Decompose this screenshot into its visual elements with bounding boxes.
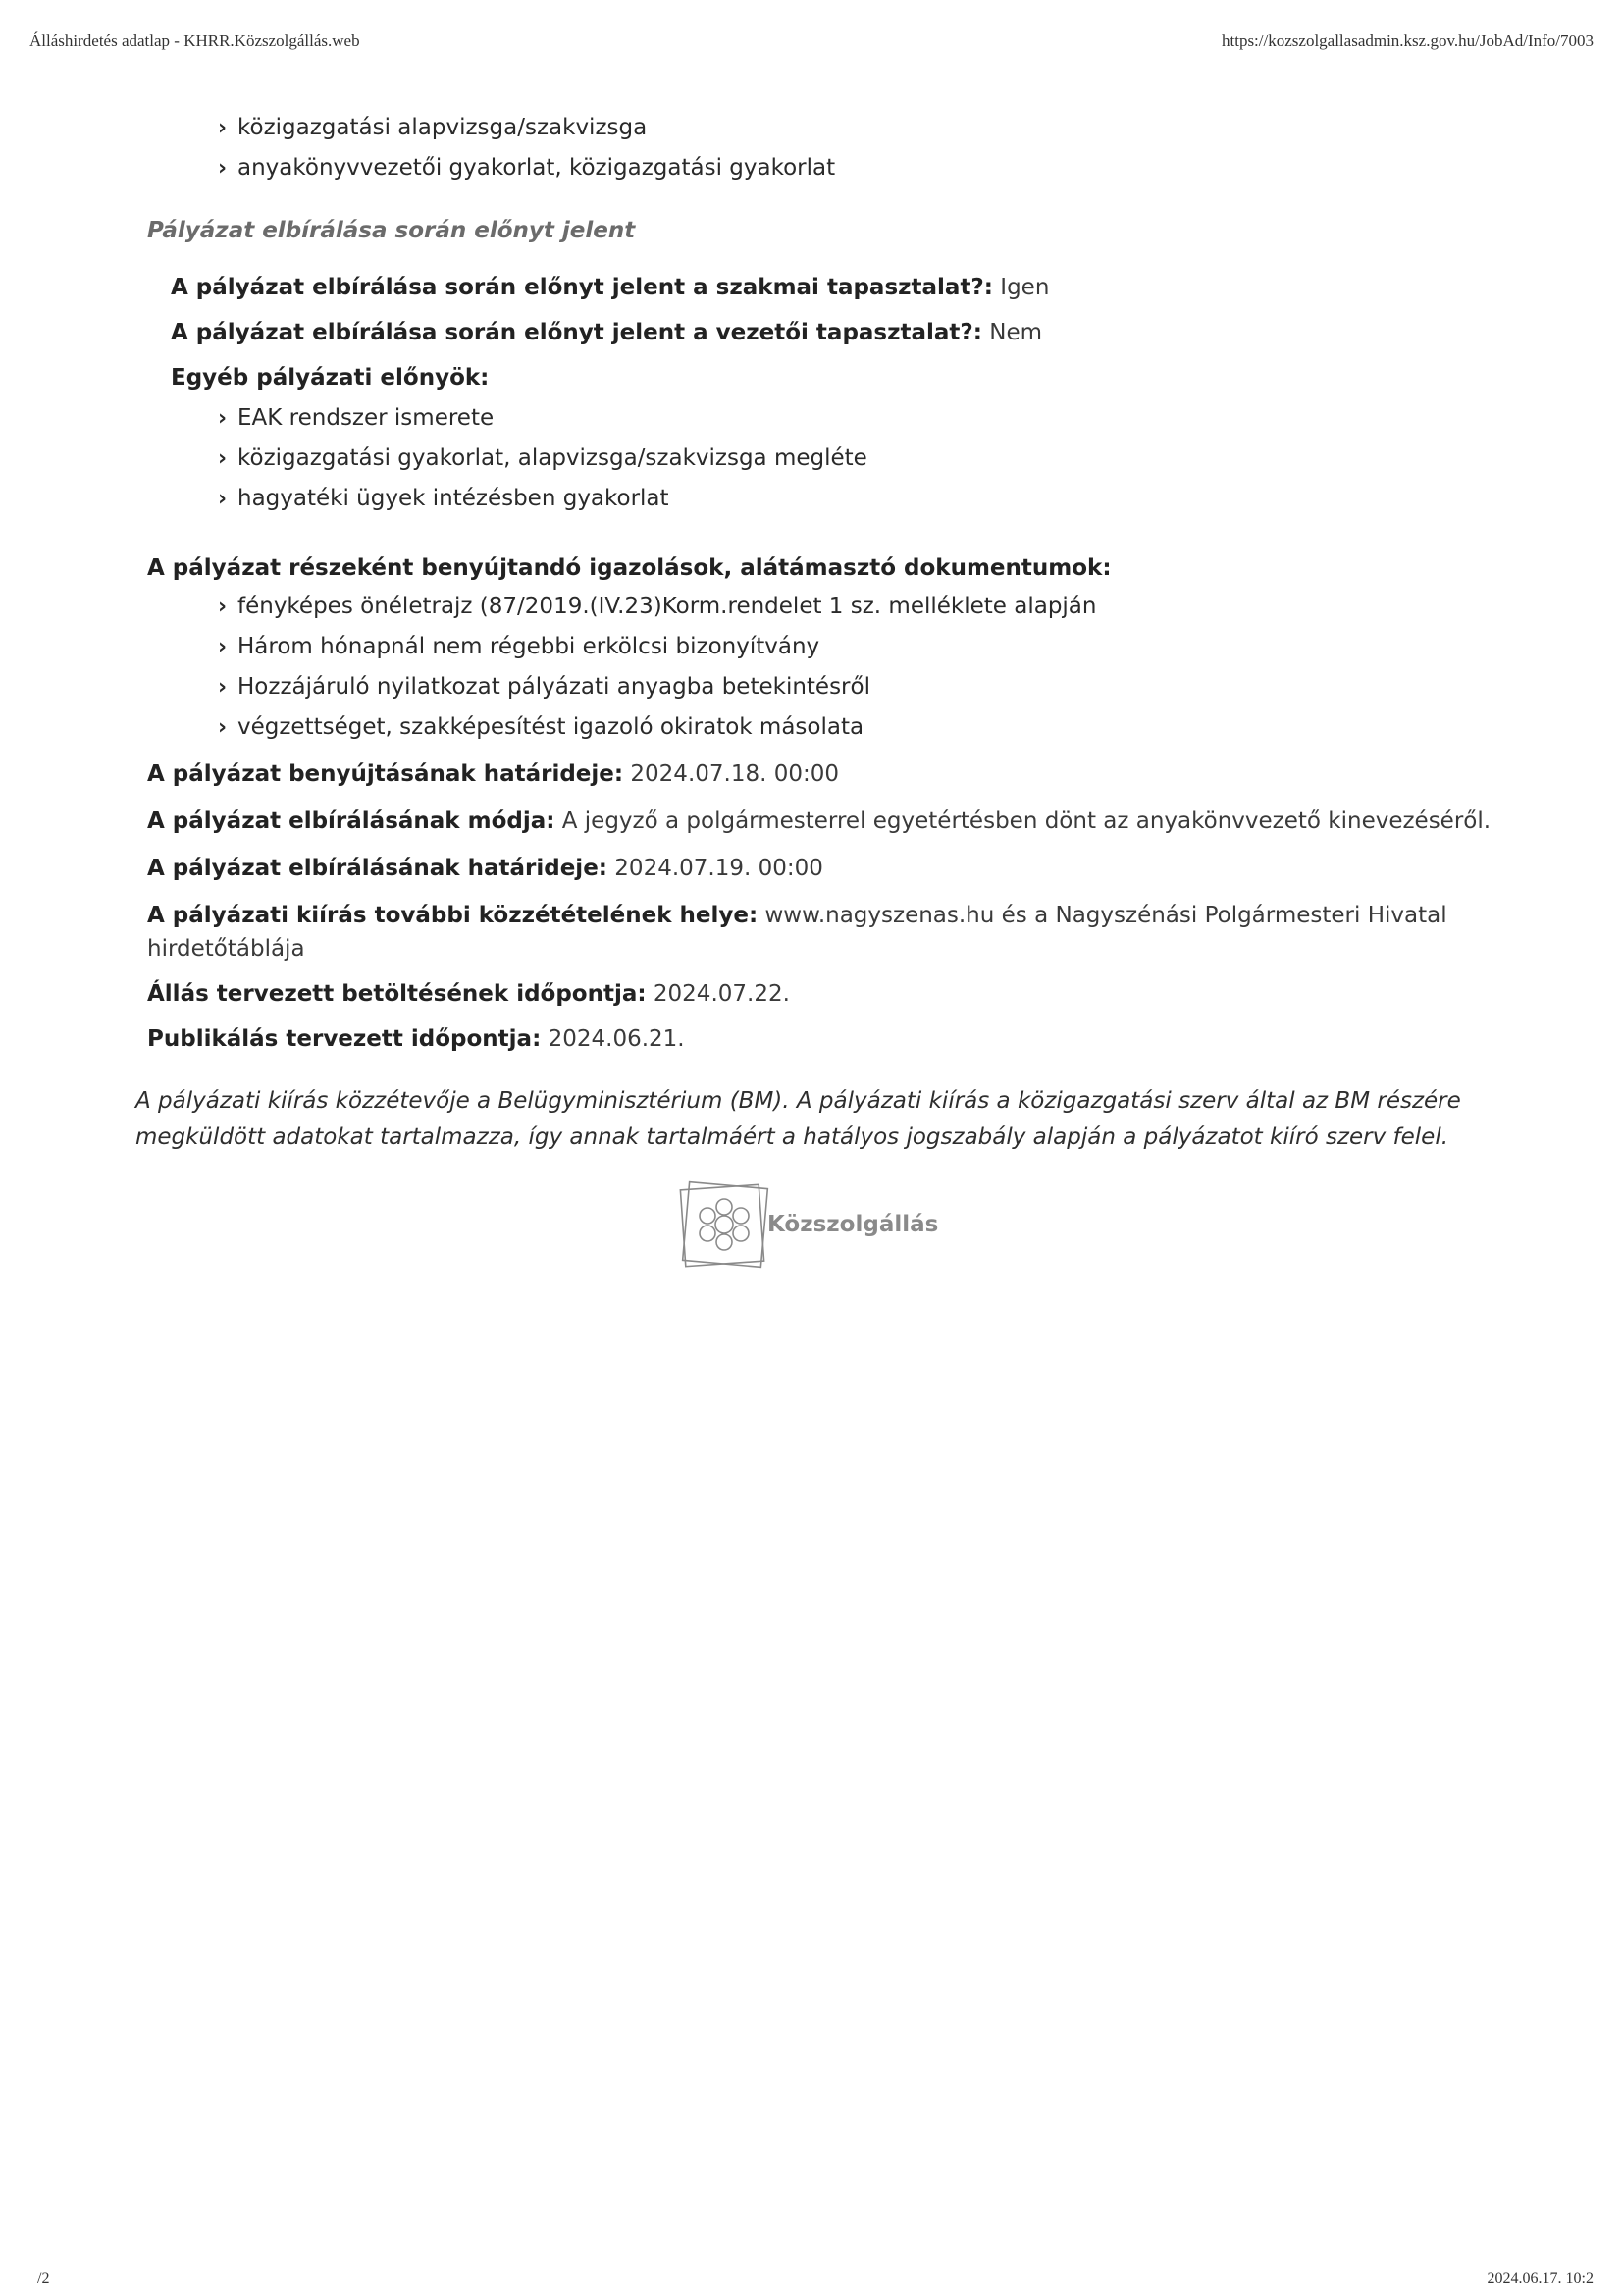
list-item: › hagyatéki ügyek intézésben gyakorlat: [218, 479, 867, 519]
list-item: › EAK rendszer ismerete: [218, 398, 867, 439]
list-item: › közigazgatási alapvizsga/szakvizsga: [218, 108, 835, 148]
field-label: A pályázati kiírás további közzétételének helye:: [147, 903, 759, 928]
print-header: [29, 31, 1594, 55]
chevron-right-icon: ›: [218, 116, 228, 140]
submission-deadline-row: [147, 757, 839, 791]
field-label: Publikálás tervezett időpontja:: [147, 1026, 542, 1052]
field-value: Igen: [1000, 275, 1050, 300]
field-label: Állás tervezett betöltésének időpontja:: [147, 981, 647, 1007]
chevron-right-icon: ›: [218, 635, 228, 659]
documents-label: A pályázat részeként benyújtandó igazolások, alátámasztó dokumentumok:: [147, 555, 1112, 581]
field-value: www.nagyszenas.hu és a Nagyszénási Polgármesteri Hivatal hirdetőtáblája: [147, 903, 1447, 962]
print-header-title: Álláshirdetés adatlap - KHRR.Közszolgállás.web: [29, 31, 360, 50]
evaluation-deadline-row: [147, 852, 823, 885]
page-number: /2: [37, 2270, 50, 2287]
list-item: › Három hónapnál nem régebbi erkölcsi bizonyítvány: [218, 627, 1096, 667]
chevron-right-icon: ›: [218, 595, 228, 619]
managerial-experience-row: [171, 316, 1042, 349]
requirements-list: [218, 108, 835, 188]
list-item: › végzettséget, szakképesítést igazoló okiratok másolata: [218, 707, 1096, 748]
kozszolgallas-logo: [677, 1177, 971, 1285]
chevron-right-icon: ›: [218, 446, 228, 471]
chevron-right-icon: ›: [218, 406, 228, 431]
list-item: › fényképes önéletrajz (87/2019.(IV.23)Korm.rendelet 1 sz. melléklete alapján: [218, 587, 1096, 627]
field-value: 2024.06.21.: [548, 1026, 685, 1052]
logo-brand-text: Közszolgállás: [767, 1212, 939, 1237]
other-advantages-list: [218, 398, 867, 519]
field-value: 2024.07.19. 00:00: [614, 856, 823, 881]
field-value: 2024.07.18. 00:00: [630, 761, 839, 787]
field-label: A pályázat elbírálásának határideje:: [147, 856, 607, 881]
list-item: › anyakönyvvezetői gyakorlat, közigazgatási gyakorlat: [218, 148, 835, 188]
publish-date-row: [147, 1022, 685, 1056]
chevron-right-icon: ›: [218, 675, 228, 700]
chevron-right-icon: ›: [218, 715, 228, 740]
disclaimer: A pályázati kiírás közzétevője a Belügyminisztérium (BM). A pályázati kiírás a közigazgatási szerv által az BM részére megküldött adatokat tartalmazza, így annak tartalmáért a hatályos jogszabály alapján a pályázatot kiíró szerv felel.: [135, 1088, 1461, 1150]
print-header-url: https://kozszolgallasadmin.ksz.gov.hu/JobAd/Info/7003: [1222, 31, 1594, 50]
start-date-row: [147, 977, 790, 1011]
field-label: A pályázat elbírálása során előnyt jelent a szakmai tapasztalat?:: [171, 275, 993, 300]
kozszolgallas-seal-icon: [677, 1177, 771, 1272]
field-value: 2024.07.22.: [653, 981, 790, 1007]
field-value: Nem: [989, 320, 1043, 345]
other-advantages-label: Egyéb pályázati előnyök:: [171, 365, 490, 391]
field-value: A jegyző a polgármesterrel egyetértésben dönt az anyakönvvezető kinevezéséről.: [561, 809, 1492, 834]
field-label: A pályázat elbírálása során előnyt jelent a vezetői tapasztalat?:: [171, 320, 982, 345]
field-label: A pályázat elbírálásának módja:: [147, 809, 555, 834]
list-item: › Hozzájáruló nyilatkozat pályázati anyagba betekintésről: [218, 667, 1096, 707]
chevron-right-icon: ›: [218, 156, 228, 181]
advantages-heading: Pályázat elbírálása során előnyt jelent: [147, 218, 636, 243]
field-label: A pályázat benyújtásának határideje:: [147, 761, 624, 787]
list-item: › közigazgatási gyakorlat, alapvizsga/szakvizsga megléte: [218, 439, 867, 479]
evaluation-method-row: [147, 805, 1491, 838]
documents-list: [218, 587, 1096, 748]
print-timestamp: 2024.06.17. 10:2: [1487, 2270, 1594, 2287]
print-footer: [29, 2270, 1594, 2290]
professional-experience-row: [171, 271, 1049, 304]
chevron-right-icon: ›: [218, 487, 228, 511]
publication-place-row: [147, 899, 1462, 965]
